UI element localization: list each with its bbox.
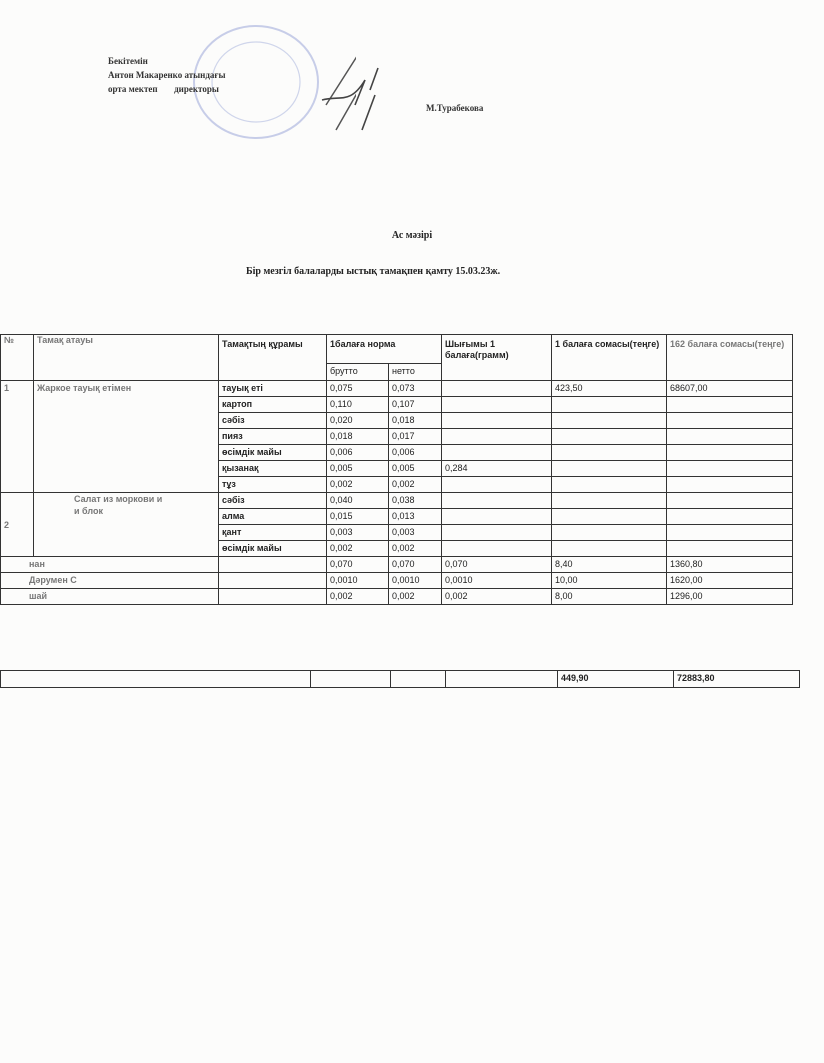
ingredient: қант <box>219 525 327 541</box>
header-price1: 1 балаға сомасы(теңге) <box>552 335 667 381</box>
price1-value: 8,40 <box>552 557 667 573</box>
header-norm: 1балаға норма <box>327 335 442 364</box>
total-table <box>0 670 800 688</box>
output-value <box>442 381 552 397</box>
netto-value: 0,070 <box>389 557 442 573</box>
table-row <box>1 573 793 589</box>
brutto-value: 0,110 <box>327 397 389 413</box>
extra-name: шай <box>1 589 219 605</box>
header-netto: нетто <box>389 364 442 381</box>
table-row <box>1 589 793 605</box>
price162-value: 1296,00 <box>667 589 793 605</box>
output-value: 0,002 <box>442 589 552 605</box>
brutto-value: 0,002 <box>327 589 389 605</box>
dish2-no: 2 <box>1 493 34 557</box>
signature <box>320 60 400 140</box>
header-price162: 162 балаға сомасы(теңге) <box>667 335 793 381</box>
header-brutto: брутто <box>327 364 389 381</box>
netto-value: 0,013 <box>389 509 442 525</box>
dish1-output: 0,284 <box>442 461 552 477</box>
table-row <box>1 557 793 573</box>
netto-value: 0,073 <box>389 381 442 397</box>
netto-value: 0,018 <box>389 413 442 429</box>
ingredient: картоп <box>219 397 327 413</box>
netto-value: 0,006 <box>389 445 442 461</box>
netto-value: 0,107 <box>389 397 442 413</box>
approval-line-1: Бекітемін <box>108 56 148 66</box>
netto-value: 0,003 <box>389 525 442 541</box>
price162-value: 1360,80 <box>667 557 793 573</box>
netto-value: 0,002 <box>389 541 442 557</box>
netto-value: 0,0010 <box>389 573 442 589</box>
dish2-name-line1: Салат из моркови и <box>74 494 163 504</box>
total-price162: 72883,80 <box>674 671 800 688</box>
approval-line-3b: директоры <box>174 84 219 94</box>
approval-block <box>108 54 226 96</box>
header-no: № <box>1 335 34 381</box>
netto-value: 0,017 <box>389 429 442 445</box>
table-row <box>1 493 793 509</box>
header-output: Шығымы 1 балаға(грамм) <box>442 335 552 381</box>
ingredient: қызанақ <box>219 461 327 477</box>
brutto-value: 0,005 <box>327 461 389 477</box>
approval-line-3 <box>108 82 226 96</box>
ingredient: сәбіз <box>219 493 327 509</box>
approval-line-2: Антон Макаренко атындағы <box>108 70 226 80</box>
total-price1: 449,90 <box>558 671 674 688</box>
netto-value: 0,002 <box>389 477 442 493</box>
output-value: 0,0010 <box>442 573 552 589</box>
ingredient: пияз <box>219 429 327 445</box>
netto-value: 0,038 <box>389 493 442 509</box>
brutto-value: 0,015 <box>327 509 389 525</box>
total-row <box>1 671 800 688</box>
netto-value: 0,005 <box>389 461 442 477</box>
ingredient: тауық еті <box>219 381 327 397</box>
ingredient: өсімдік майы <box>219 541 327 557</box>
brutto-value: 0,003 <box>327 525 389 541</box>
extra-name: Дәрумен С <box>1 573 219 589</box>
brutto-value: 0,002 <box>327 541 389 557</box>
dish1-no: 1 <box>1 381 34 493</box>
ingredient: тұз <box>219 477 327 493</box>
netto-value: 0,002 <box>389 589 442 605</box>
dish1-price162: 68607,00 <box>667 381 793 397</box>
brutto-value: 0,070 <box>327 557 389 573</box>
header-composition: Тамақтың құрамы <box>219 335 327 381</box>
brutto-value: 0,0010 <box>327 573 389 589</box>
price1-value: 8,00 <box>552 589 667 605</box>
output-value: 0,070 <box>442 557 552 573</box>
dish2-name <box>34 493 219 557</box>
menu-table <box>0 334 793 605</box>
brutto-value: 0,006 <box>327 445 389 461</box>
dish2-name-line2: и блок <box>74 506 103 516</box>
header-dish: Тамақ атауы <box>34 335 219 381</box>
brutto-value: 0,002 <box>327 477 389 493</box>
ingredient: өсімдік майы <box>219 445 327 461</box>
header-row <box>1 335 793 364</box>
brutto-value: 0,018 <box>327 429 389 445</box>
extra-name: нан <box>1 557 219 573</box>
brutto-value: 0,075 <box>327 381 389 397</box>
dish1-price1: 423,50 <box>552 381 667 397</box>
table-row <box>1 381 793 397</box>
brutto-value: 0,020 <box>327 413 389 429</box>
page-title: Ас мәзірі <box>391 230 433 241</box>
ingredient: алма <box>219 509 327 525</box>
price1-value: 10,00 <box>552 573 667 589</box>
brutto-value: 0,040 <box>327 493 389 509</box>
ingredient: сәбіз <box>219 413 327 429</box>
price162-value: 1620,00 <box>667 573 793 589</box>
dish1-name: Жаркое тауық етімен <box>34 381 219 493</box>
approval-line-3a: орта мектеп <box>108 84 158 94</box>
page-subtitle: Бір мезгіл балаларды ыстық тамақпен қамту 15.03.23ж. <box>246 266 501 277</box>
director-name: М.Турабекова <box>426 103 484 113</box>
